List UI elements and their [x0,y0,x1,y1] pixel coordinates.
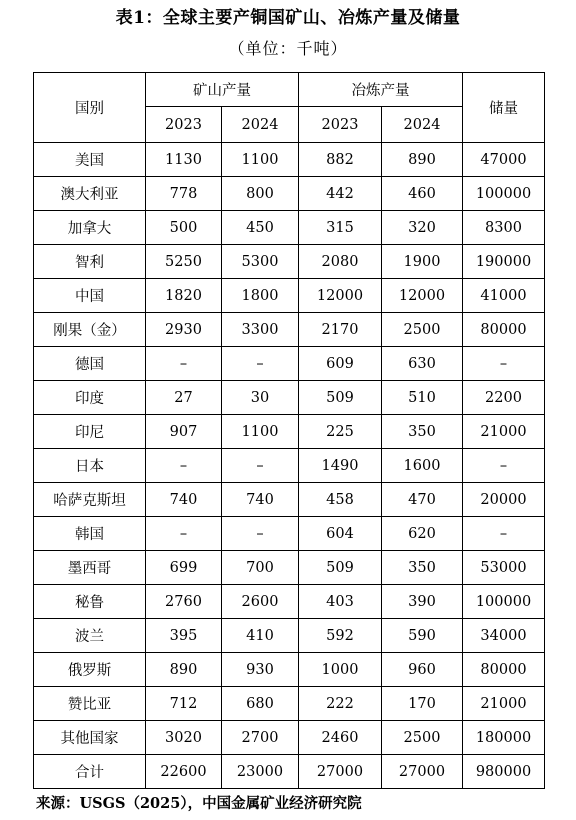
header-year: 2023 [146,107,222,143]
value-cell: 630 [382,347,463,381]
value-cell: 190000 [463,245,545,279]
value-cell: – [463,347,545,381]
value-cell: 458 [299,483,382,517]
value-cell: 410 [222,619,299,653]
unit-label: （单位：千吨） [228,39,348,58]
value-cell: 1100 [222,415,299,449]
country-cell: 美国 [34,143,146,177]
country-cell: 加拿大 [34,211,146,245]
value-cell: 907 [146,415,222,449]
header-year: 2023 [299,107,382,143]
value-cell: 609 [299,347,382,381]
table-row [34,279,545,313]
value-cell: 510 [382,381,463,415]
value-cell: 403 [299,585,382,619]
value-cell: – [146,517,222,551]
table-row [34,143,545,177]
value-cell: 930 [222,653,299,687]
table-row [34,347,545,381]
value-cell: 1100 [222,143,299,177]
value-cell: 320 [382,211,463,245]
value-cell: 1600 [382,449,463,483]
value-cell: 1490 [299,449,382,483]
value-cell: 21000 [463,415,545,449]
table-row [34,211,545,245]
value-cell: 712 [146,687,222,721]
value-cell: 800 [222,177,299,211]
value-cell: 450 [222,211,299,245]
value-cell: 882 [299,143,382,177]
value-cell: 41000 [463,279,545,313]
country-cell: 澳大利亚 [34,177,146,211]
value-cell: 2500 [382,313,463,347]
value-cell: – [146,449,222,483]
value-cell: 80000 [463,653,545,687]
value-cell: 1820 [146,279,222,313]
value-cell: 2460 [299,721,382,755]
value-cell: 315 [299,211,382,245]
country-cell: 其他国家 [34,721,146,755]
value-cell: – [146,347,222,381]
header-row-1 [34,73,545,107]
country-cell: 俄罗斯 [34,653,146,687]
header-mine-production: 矿山产量 [146,73,299,107]
value-cell: 395 [146,619,222,653]
table-row [34,551,545,585]
header-year: 2024 [222,107,299,143]
value-cell: 2600 [222,585,299,619]
value-cell: 1800 [222,279,299,313]
country-cell: 德国 [34,347,146,381]
country-cell: 哈萨克斯坦 [34,483,146,517]
value-cell: 890 [382,143,463,177]
value-cell: 604 [299,517,382,551]
source-note: 来源：USGS（2025），中国金属矿业经济研究院 [36,795,362,812]
value-cell: 8300 [463,211,545,245]
value-cell: – [222,517,299,551]
value-cell: – [463,517,545,551]
value-cell: 2760 [146,585,222,619]
table-row [34,585,545,619]
value-cell: 2170 [299,313,382,347]
table-title: 表1：全球主要产铜国矿山、冶炼产量及储量 [115,8,461,28]
value-cell: 740 [222,483,299,517]
value-cell: 2930 [146,313,222,347]
value-cell: – [222,347,299,381]
country-cell: 日本 [34,449,146,483]
value-cell: 47000 [463,143,545,177]
table-row [34,517,545,551]
country-cell: 中国 [34,279,146,313]
table-row [34,177,545,211]
value-cell: 620 [382,517,463,551]
value-cell: 590 [382,619,463,653]
table-row [34,415,545,449]
value-cell: 5300 [222,245,299,279]
table-row [34,483,545,517]
value-cell: 53000 [463,551,545,585]
value-cell: 100000 [463,177,545,211]
value-cell: 12000 [299,279,382,313]
value-cell: 222 [299,687,382,721]
header-reserves: 储量 [463,73,545,143]
value-cell: 22600 [146,755,222,789]
table-row [34,449,545,483]
value-cell: 509 [299,381,382,415]
value-cell: 23000 [222,755,299,789]
value-cell: – [463,449,545,483]
value-cell: 740 [146,483,222,517]
table-row [34,381,545,415]
country-cell: 刚果（金） [34,313,146,347]
table-row [34,245,545,279]
value-cell: 100000 [463,585,545,619]
value-cell: 500 [146,211,222,245]
header-smelter-production: 冶炼产量 [299,73,463,107]
value-cell: 2500 [382,721,463,755]
value-cell: 27000 [382,755,463,789]
copper-table [33,72,545,789]
value-cell: 442 [299,177,382,211]
value-cell: 3300 [222,313,299,347]
value-cell: 225 [299,415,382,449]
table-row [34,313,545,347]
value-cell: 2200 [463,381,545,415]
value-cell: 2080 [299,245,382,279]
table-row [34,687,545,721]
value-cell: 2700 [222,721,299,755]
country-cell: 印尼 [34,415,146,449]
header-country: 国别 [34,73,146,143]
header-year: 2024 [382,107,463,143]
value-cell: 1000 [299,653,382,687]
country-cell: 智利 [34,245,146,279]
table-row [34,721,545,755]
value-cell: 170 [382,687,463,721]
value-cell: 390 [382,585,463,619]
value-cell: 350 [382,415,463,449]
value-cell: 5250 [146,245,222,279]
value-cell: 980000 [463,755,545,789]
value-cell: 1900 [382,245,463,279]
country-cell: 印度 [34,381,146,415]
value-cell: 960 [382,653,463,687]
country-cell: 韩国 [34,517,146,551]
value-cell: 180000 [463,721,545,755]
table-row [34,755,545,789]
value-cell: 680 [222,687,299,721]
country-cell: 合计 [34,755,146,789]
value-cell: 778 [146,177,222,211]
value-cell: 21000 [463,687,545,721]
table-row [34,619,545,653]
value-cell: 890 [146,653,222,687]
value-cell: 30 [222,381,299,415]
value-cell: 20000 [463,483,545,517]
value-cell: 592 [299,619,382,653]
value-cell: 509 [299,551,382,585]
country-cell: 秘鲁 [34,585,146,619]
value-cell: 350 [382,551,463,585]
value-cell: 27000 [299,755,382,789]
value-cell: 1130 [146,143,222,177]
value-cell: 699 [146,551,222,585]
value-cell: 700 [222,551,299,585]
value-cell: – [222,449,299,483]
value-cell: 80000 [463,313,545,347]
value-cell: 460 [382,177,463,211]
value-cell: 12000 [382,279,463,313]
value-cell: 27 [146,381,222,415]
value-cell: 34000 [463,619,545,653]
value-cell: 3020 [146,721,222,755]
value-cell: 470 [382,483,463,517]
country-cell: 赞比亚 [34,687,146,721]
table-row [34,653,545,687]
country-cell: 墨西哥 [34,551,146,585]
country-cell: 波兰 [34,619,146,653]
